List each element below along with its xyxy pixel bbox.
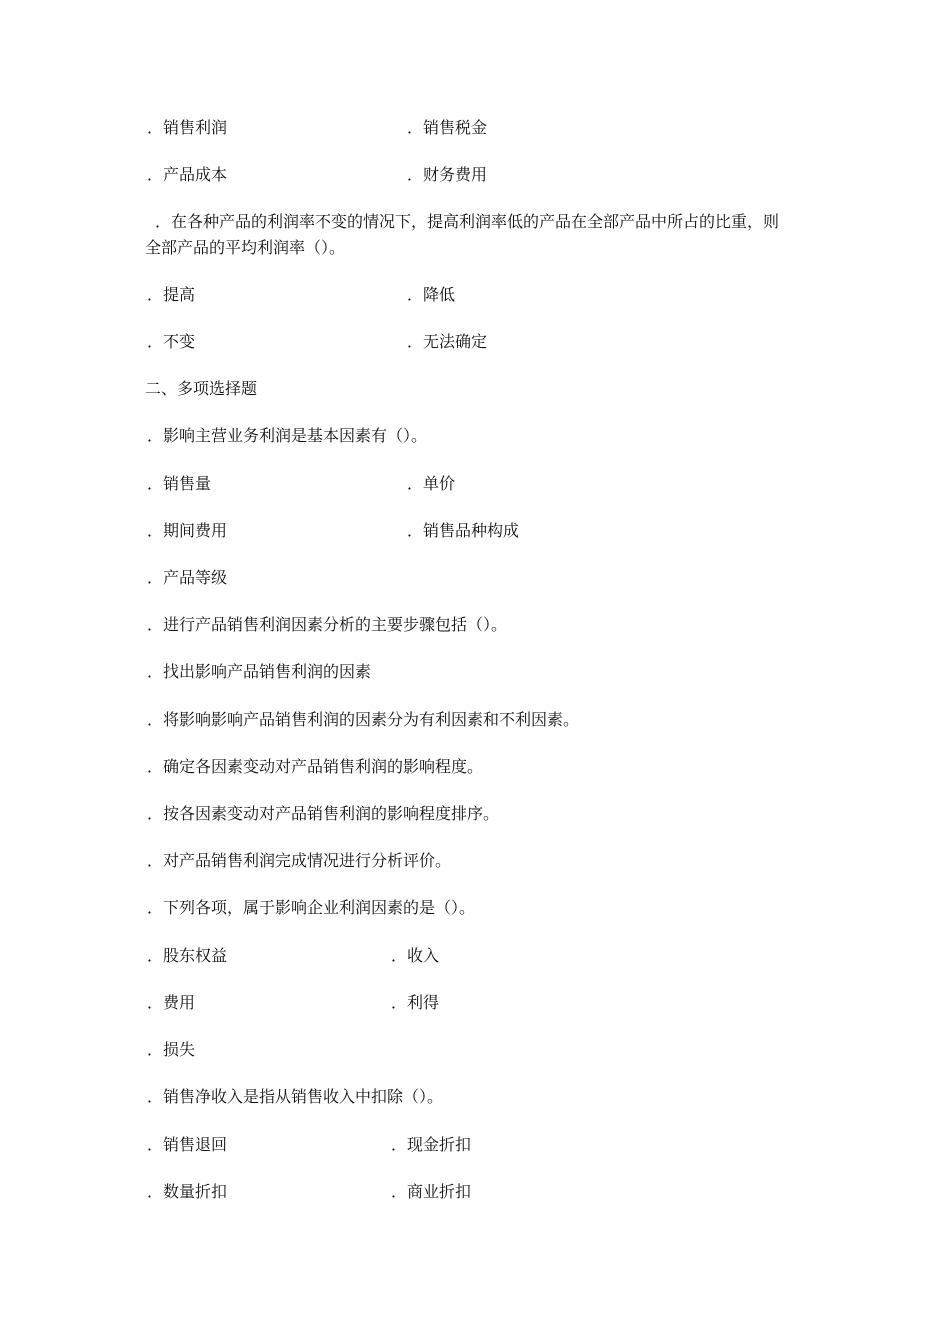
section-title: 二、多项选择题 <box>145 379 258 398</box>
option-a: ．销售退回 <box>147 1135 228 1154</box>
option-e: ．损失 <box>147 1040 196 1059</box>
option-e: ．对产品销售利润完成情况进行分析评价。 <box>147 851 452 870</box>
option-c: ．费用 <box>147 993 196 1012</box>
option-a: ．提高 <box>147 285 196 304</box>
option-d: ．财务费用 <box>407 165 488 184</box>
option-b: ．单价 <box>407 474 456 493</box>
option-d: ．无法确定 <box>407 332 488 351</box>
question-stem: ．影响主营业务利润是基本因素有（）。 <box>147 426 428 445</box>
option-c: ．不变 <box>147 332 196 351</box>
option-c: ．产品成本 <box>147 165 228 184</box>
option-a: ．销售量 <box>147 474 212 493</box>
question-stem: ．在各种产品的利润率不变的情况下，提高利润率低的产品在全部产品中所占的比重，则 <box>155 212 780 231</box>
option-c: ．期间费用 <box>147 521 228 540</box>
question-stem: ．进行产品销售利润因素分析的主要步骤包括（）。 <box>147 615 508 634</box>
question-stem: ．下列各项，属于影响企业利润因素的是（）。 <box>147 898 476 917</box>
option-a: ．销售利润 <box>147 118 228 137</box>
question-stem: ．销售净收入是指从销售收入中扣除（）。 <box>147 1087 444 1106</box>
option-d: ．销售品种构成 <box>407 521 520 540</box>
option-c: ．数量折扣 <box>147 1182 228 1201</box>
option-d: ．利得 <box>391 993 440 1012</box>
option-d: ．按各因素变动对产品销售利润的影响程度排序。 <box>147 804 500 823</box>
option-e: ．产品等级 <box>147 568 228 587</box>
option-d: ．商业折扣 <box>391 1182 472 1201</box>
option-b: ．现金折扣 <box>391 1135 472 1154</box>
option-a: ．股东权益 <box>147 946 228 965</box>
option-a: ．找出影响产品销售利润的因素 <box>147 662 372 681</box>
option-b: ．将影响影响产品销售利润的因素分为有利因素和不利因素。 <box>147 710 580 729</box>
question-stem-cont: 全部产品的平均利润率（）。 <box>145 238 346 257</box>
option-b: ．收入 <box>391 946 440 965</box>
option-b: ．销售税金 <box>407 118 488 137</box>
option-b: ．降低 <box>407 285 456 304</box>
option-c: ．确定各因素变动对产品销售利润的影响程度。 <box>147 757 484 776</box>
